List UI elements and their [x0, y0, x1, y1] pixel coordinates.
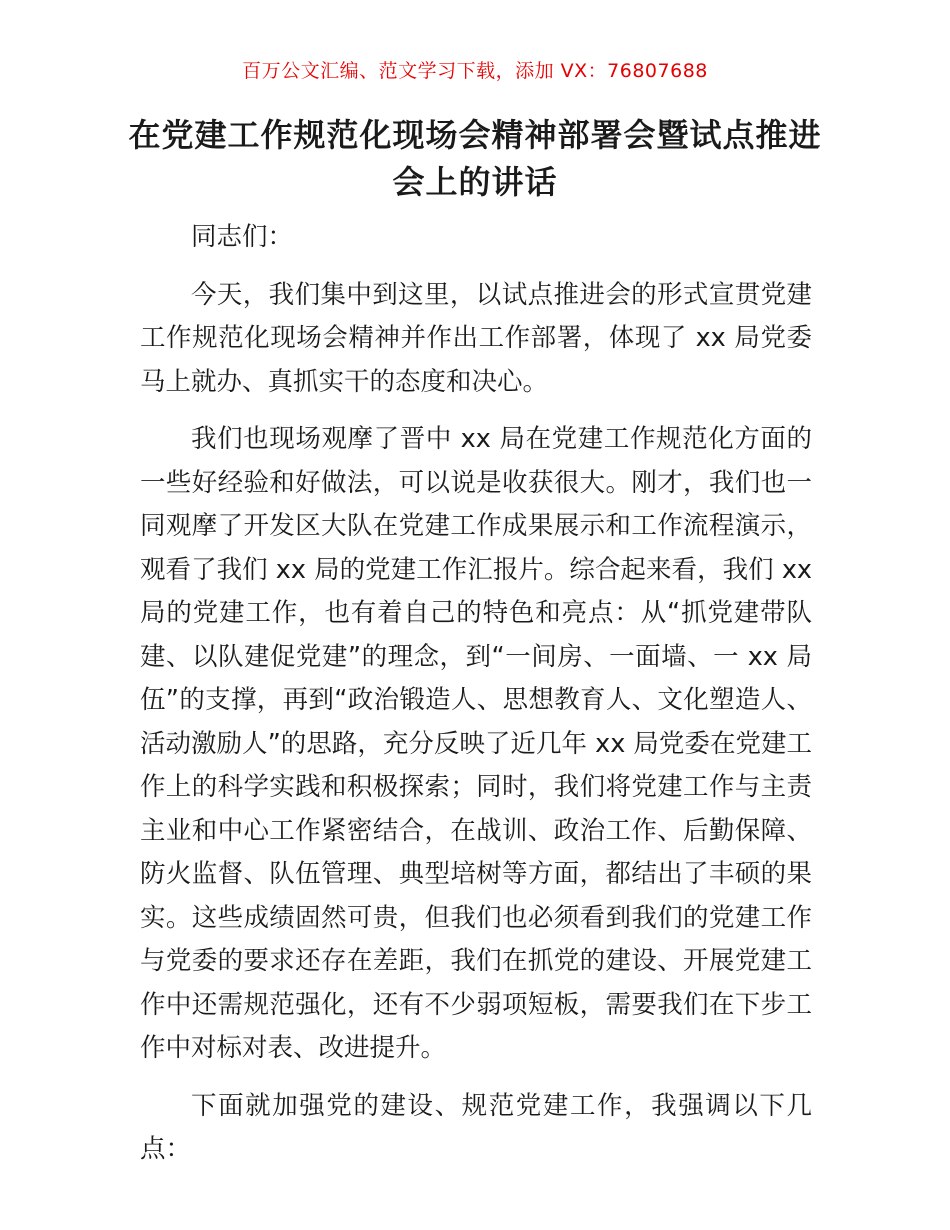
- header-watermark: 百万公文汇编、范文学习下载，添加 VX：76807688: [242, 60, 708, 82]
- paragraph-3: 下面就加强党的建设、规范党建工作，我强调以下几点：: [140, 1090, 812, 1164]
- document-body: [140, 216, 812, 1186]
- paragraph-1: 今天，我们集中到这里，以试点推进会的形式宣贯党建工作规范化现场会精神并作出工作部署，体现了 xx 局党委马上就办、真抓实干的态度和决心。: [140, 279, 812, 397]
- document-title: 在党建工作规范化现场会精神部署会暨试点推进会上的讲话: [128, 116, 822, 201]
- greeting: 同志们：: [191, 222, 294, 252]
- paragraph-2: 我们也现场观摩了晋中 xx 局在党建工作规范化方面的一些好经验和好做法，可以说是收获很大。刚才，我们也一同观摩了开发区大队在党建工作成果展示和工作流程演示，观看了我们 xx 局的党建工作汇报片。综合起来看，我们 xx 局的党建工作，也有着自己的特色和亮点：从“抓党建带队建、以队建促党建”的理念，到“一间房、一面墙、一 xx 局伍”的支撑，再到“政治锻造人、思想教育人、文化塑造人、活动激励人”的思路，充分反映了近几年 xx 局党委在党建工作上的科学实践和积极探索；同时，我们将党建工作与主责主业和中心工作紧密结合，在战训、政治工作、后勤保障、防火监督、队伍管理、典型培树等方面，都结出了丰硕的果实。这些成绩固然可贵，但我们也必须看到我们的党建工作与党委的要求还存在差距，我们在抓党的建设、开展党建工作中还需规范强化，还有不少弱项短板，需要我们在下步工作中对标对表、改进提升。: [140, 424, 812, 1063]
